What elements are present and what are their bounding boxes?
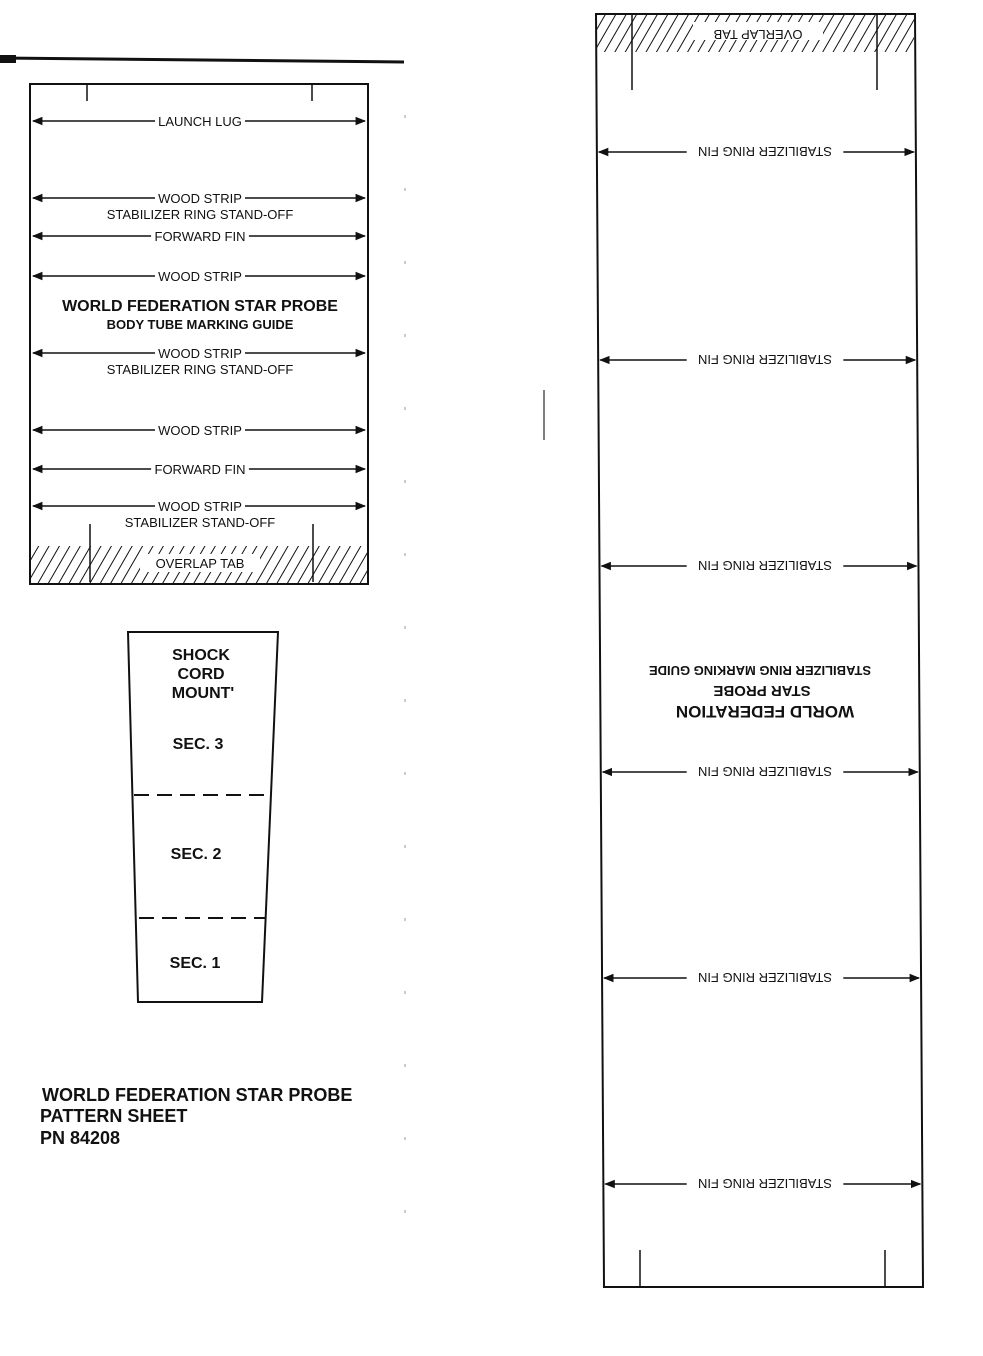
body-tube-marking-guide	[30, 84, 368, 584]
mark-label: WOOD STRIP	[158, 499, 242, 514]
mark-label: WOOD STRIP	[158, 191, 242, 206]
section-label: SEC. 2	[170, 846, 222, 863]
fin-label: STABILIZER RING FIN	[697, 144, 833, 159]
body-tube-subtitle: BODY TUBE MARKING GUIDE	[106, 317, 294, 332]
fin-label: STABILIZER RING FIN	[697, 558, 833, 573]
fin-label: STABILIZER RING FIN	[697, 764, 833, 779]
mark-label: STABILIZER RING STAND-OFF	[106, 207, 294, 222]
fin-label: STABILIZER RING FIN	[697, 970, 833, 985]
pattern-sheet-line: PATTERN SHEET	[40, 1106, 188, 1126]
shock-cord-mount	[128, 632, 278, 1002]
stabilizer-guide-title-line: STAR PROBE	[713, 682, 811, 699]
pattern-sheet-line: WORLD FEDERATION STAR PROBE	[42, 1085, 353, 1105]
stabilizer-ring-outline	[596, 14, 923, 1287]
pattern-sheet-line: PN 84208	[40, 1128, 121, 1148]
shock-cord-title-line: CORD	[177, 666, 225, 683]
mark-label: WOOD STRIP	[158, 423, 242, 438]
mark-label: LAUNCH LUG	[158, 114, 242, 129]
mark-label: WOOD STRIP	[158, 269, 242, 284]
mark-label: WOOD STRIP	[158, 346, 242, 361]
fin-label: STABILIZER RING FIN	[697, 1176, 833, 1191]
section-label: SEC. 1	[169, 955, 221, 972]
scan-edge-line	[0, 58, 404, 62]
overlap-tab-label: OVERLAP TAB	[713, 27, 803, 42]
mark-label: FORWARD FIN	[154, 462, 246, 477]
body-tube-title: WORLD FEDERATION STAR PROBE	[62, 298, 338, 315]
stabilizer-ring-marking-guide	[596, 14, 923, 1287]
overlap-tab-label: OVERLAP TAB	[155, 556, 245, 571]
mark-label: STABILIZER STAND-OFF	[124, 515, 276, 530]
mark-label: FORWARD FIN	[154, 229, 246, 244]
shock-cord-title-line: MOUNT'	[171, 685, 235, 702]
fin-label: STABILIZER RING FIN	[697, 352, 833, 367]
stabilizer-guide-title-line: STABILIZER RING MARKING GUIDE	[648, 663, 872, 678]
stabilizer-guide-title-line: WORLD FEDERATION	[675, 702, 855, 721]
pattern-sheet-label	[40, 1085, 352, 1148]
shock-cord-title-line: SHOCK	[172, 647, 230, 664]
mark-label: STABILIZER RING STAND-OFF	[106, 362, 294, 377]
scan-edge-mark	[0, 55, 16, 63]
section-label: SEC. 3	[172, 736, 224, 753]
